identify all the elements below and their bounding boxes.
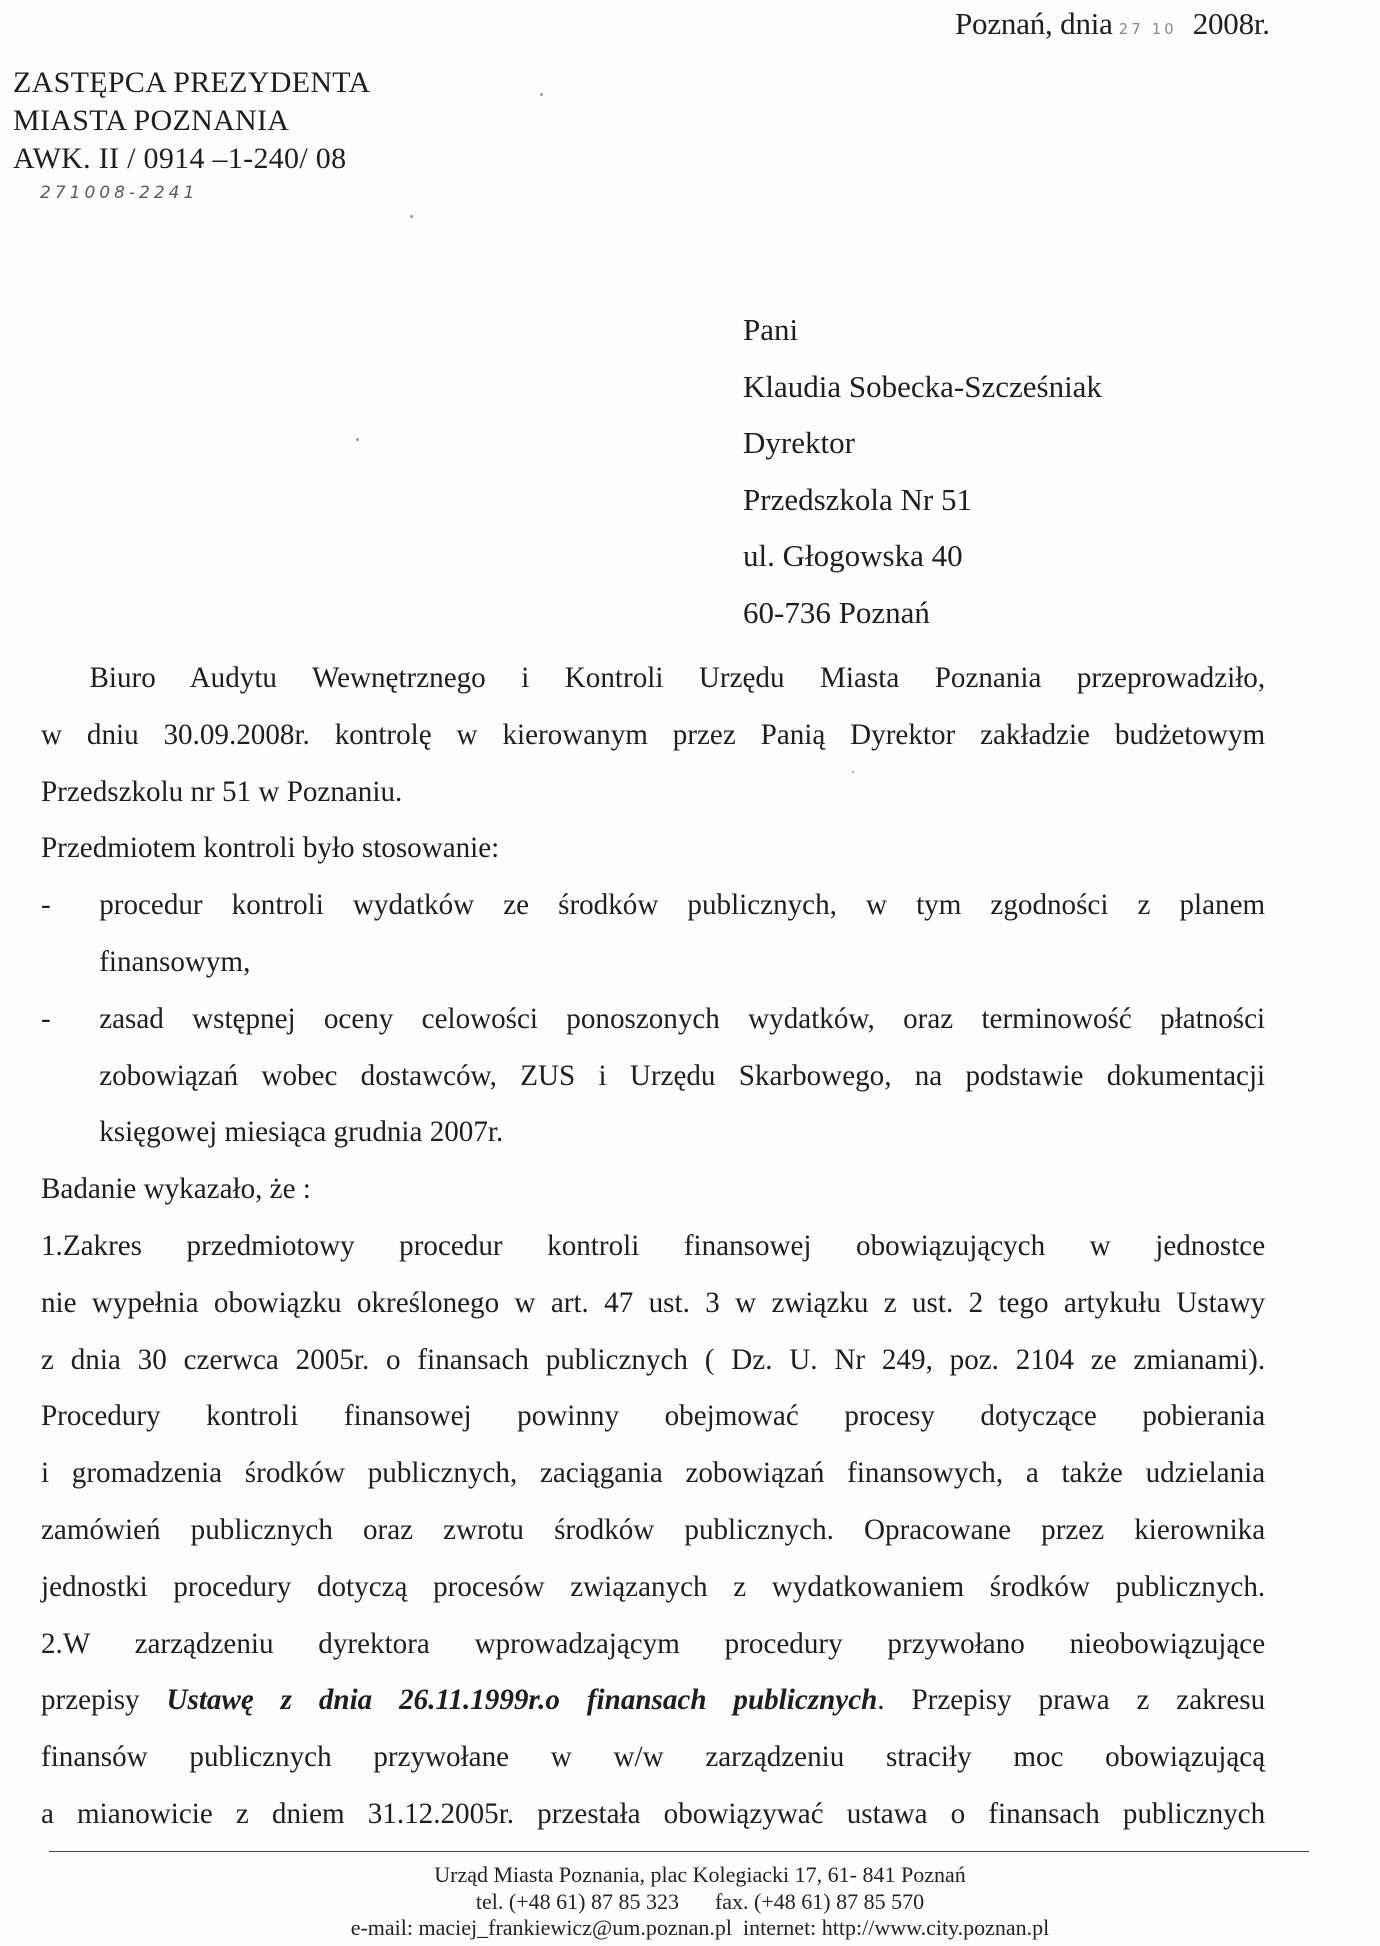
cited-law-emphasis: Ustawę z dnia 26.11.1999r.o finansach publicznych: [166, 1683, 878, 1717]
finding-1-line: nie wypełnia obowiązku określonego w art. 47 ust. 3 w związku z ust. 2 tego artykułu Ustawy: [41, 1285, 1266, 1319]
bullet-continuation: finansowym,: [99, 944, 251, 978]
recipient-street: ul. Głogowska 40: [743, 538, 963, 573]
date-prefix: Poznań, dnia: [955, 6, 1113, 41]
finding-2-line: 2.W zarządzeniu dyrektora wprowadzającym procedury przywołano nieobowiązujące: [41, 1626, 1266, 1660]
finding-1-line: 1.Zakres przedmiotowy procedur kontroli finansowej obowiązujących w jednostce: [41, 1228, 1266, 1262]
handwritten-reference: 271008-2241: [40, 183, 199, 203]
letterhead-footer: [200, 1862, 1200, 1942]
bullet-text: zasad wstępnej oceny celowości ponoszonych wydatków, oraz terminowość płatności: [99, 1001, 1266, 1035]
sender-title-line-1: ZASTĘPCA PREZYDENTA: [13, 66, 371, 99]
footer-contact-line: [200, 1889, 1200, 1916]
sender-reference-number: AWK. II / 0914 –1-240/ 08: [13, 142, 347, 175]
recipient-name: Klaudia Sobecka-Szcześniak: [743, 368, 1102, 404]
findings-heading: Badanie wykazało, że :: [41, 1172, 311, 1206]
footer-address: Urząd Miasta Poznania, plac Kolegiacki 17, 61- 841 Poznań: [434, 1862, 966, 1887]
finding-1-line: Procedury kontroli finansowej powinny obejmować procesy dotyczące pobierania: [41, 1399, 1266, 1433]
bullet-dash: -: [41, 1001, 51, 1035]
recipient-city: 60-736 Poznań: [743, 594, 930, 630]
handwritten-date: 27 10: [1118, 20, 1177, 38]
finding-1-line: zamówień publicznych oraz zwrotu środków publicznych. Opracowane przez kierownika: [41, 1512, 1266, 1546]
bullet-continuation: zobowiązań wobec dostawców, ZUS i Urzędu Skarbowego, na podstawie dokumentacji: [99, 1058, 1266, 1092]
finding-2-line: a mianowicie z dniem 31.12.2005r. przestała obowiązywać ustawa o finansach publicznych: [41, 1796, 1266, 1830]
recipient-position: Dyrektor: [743, 425, 855, 460]
finding-2-line: finansów publicznych przywołane w w/w zarządzeniu straciły moc obowiązującą: [41, 1740, 1266, 1774]
footer-divider: [49, 1851, 1309, 1852]
footer-email: e-mail: maciej_frankiewicz@um.poznan.pl: [350, 1915, 732, 1940]
intro-line: w dniu 30.09.2008r. kontrolę w kierowanym przez Panią Dyrektor zakładzie budżetowym: [41, 717, 1266, 751]
bullet-continuation: księgowej miesiąca grudnia 2007r.: [99, 1115, 504, 1149]
finding-2-line: [41, 1672, 1265, 1729]
letter-body: [41, 650, 1265, 1843]
bullet-text: procedur kontroli wydatków ze środków publicznych, w tym zgodności z planem: [99, 888, 1266, 922]
intro-line: Biuro Audytu Wewnętrznego i Kontroli Urzędu Miasta Poznania przeprowadziło,: [89, 661, 1266, 694]
intro-line: Przedszkolu nr 51 w Poznaniu.: [41, 774, 403, 808]
finding-2-prefix: przepisy: [41, 1683, 140, 1717]
bullet-item-1: [41, 877, 1265, 934]
scan-speck: [852, 771, 854, 773]
finding-1-line: z dnia 30 czerwca 2005r. o finansach publicznych ( Dz. U. Nr 249, poz. 2104 ze zmianami).: [41, 1342, 1266, 1376]
scan-speck: [540, 93, 543, 96]
recipient-salutation: Pani: [743, 312, 799, 347]
date-line: [955, 4, 1270, 49]
footer-phone: tel. (+48 61) 87 85 323: [475, 1888, 679, 1914]
finding-2-suffix: . Przepisy prawa z zakresu: [877, 1683, 1266, 1717]
recipient-block: [743, 302, 1102, 641]
scan-speck: [410, 215, 413, 218]
subject-heading: Przedmiotem kontroli było stosowanie:: [41, 831, 500, 865]
bullet-dash: -: [41, 888, 51, 922]
scan-speck: [356, 438, 359, 441]
sender-title-line-2: MIASTA POZNANIA: [13, 104, 290, 137]
recipient-institution: Przedszkola Nr 51: [743, 481, 972, 517]
finding-1-line: i gromadzenia środków publicznych, zaciągania zobowiązań finansowych, a także udzielania: [41, 1456, 1266, 1490]
sender-block: [13, 64, 370, 178]
bullet-item-2: [41, 991, 1265, 1048]
finding-1-line: jednostki procedury dotyczą procesów związanych z wydatkowaniem środków publicznych.: [41, 1569, 1266, 1603]
footer-online-line: [200, 1915, 1200, 1942]
footer-fax: fax. (+48 61) 87 85 570: [714, 1888, 925, 1914]
footer-website: internet: http://www.city.poznan.pl: [742, 1915, 1050, 1940]
date-year: 2008r.: [1192, 6, 1270, 41]
